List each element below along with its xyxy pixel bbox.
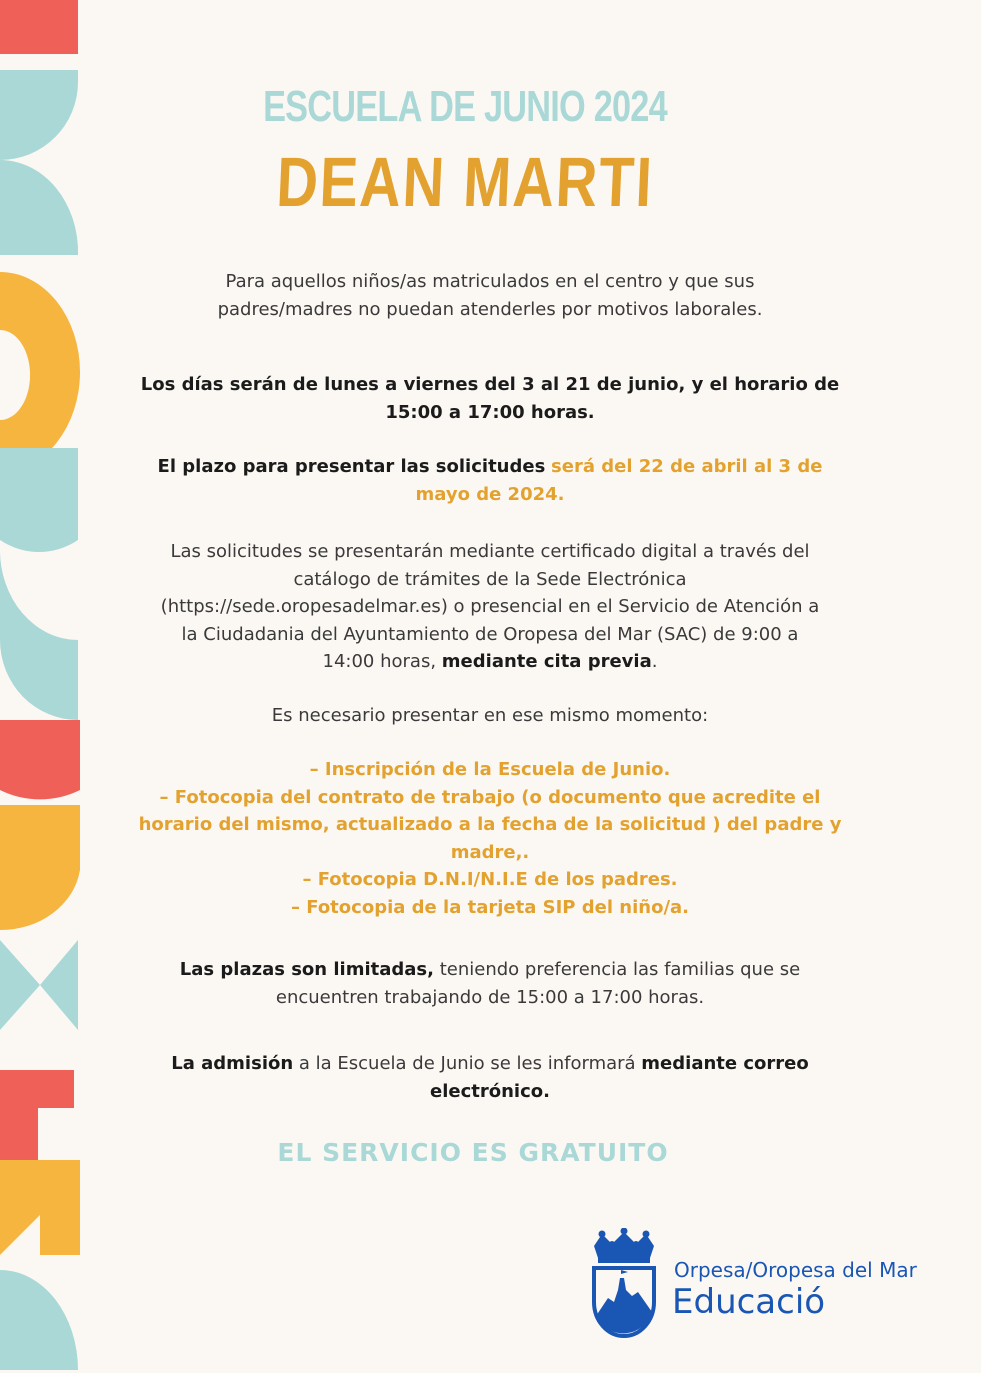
docs-intro: Es necesario presentar en ese mismo momento:: [271, 705, 709, 726]
decorative-sidebar-pattern: [0, 0, 82, 1373]
logo-town-name: Orpesa/Oropesa del Mar: [674, 1258, 917, 1282]
list-item: – Fotocopia del contrato de trabajo (o documento que acredite el: [159, 786, 821, 808]
places-paragraph: Las plazas son limitadas, teniendo preferencia las familias que se encuentren trabajando de 15:00 a 17:00 horas.: [179, 959, 801, 1008]
school-name: DEAN MARTI: [274, 143, 656, 221]
list-item: – Fotocopia D.N.I/N.I.E de los padres.: [302, 869, 678, 890]
logo-department: Educació: [672, 1282, 826, 1322]
free-service-banner: EL SERVICIO ES GRATUITO: [277, 1138, 669, 1167]
page-title: ESCUELA DE JUNIO 2024: [263, 82, 667, 131]
admission-paragraph: La admisión a la Escuela de Junio se les informará mediante correo electrónico.: [171, 1053, 809, 1102]
intro-paragraph: Para aquellos niños/as matriculados en el centro y que sus padres/madres no puedan atenderles por motivos laborales.: [217, 271, 763, 320]
education-logo: [588, 1228, 958, 1340]
list-item: – Inscripción de la Escuela de Junio.: [309, 759, 671, 780]
sede-url-text: (https://sede.oropesadelmar.es) o presencial en el Servicio de Atención a: [160, 596, 820, 617]
schedule-paragraph: Los días serán de lunes a viernes del 3 al 21 de junio, y el horario de 15:00 a 17:00 horas.: [140, 374, 840, 423]
list-item: – Fotocopia de la tarjeta SIP del niño/a.: [290, 896, 689, 918]
submission-paragraph: Las solicitudes se presentarán mediante certificado digital a través del catálogo de trámites de la Sede Electrónica (https://sede.oropesadelmar.es) o presencial en el Servicio de Atención a la Ciudadania del Ayuntamiento de Oropesa del Mar (SAC) de 9:00 a 14:00 horas, mediante cita previa.: [110, 538, 870, 676]
docs-list: – Inscripción de la Escuela de Junio. – Fotocopia del contrato de trabajo (o documento que acredite el horario del mismo, actualizado a la fecha de la solicitud ) del padre y madre,. – Fotocopia D.N.I/N.I.E de los padres. – Fotocopia de la tarjeta SIP del niño/a.: [110, 756, 870, 921]
crown-castle-shield-icon: [588, 1228, 660, 1338]
deadline-paragraph: El plazo para presentar las solicitudes será del 22 de abril al 3 de mayo de 2024.: [157, 456, 823, 505]
